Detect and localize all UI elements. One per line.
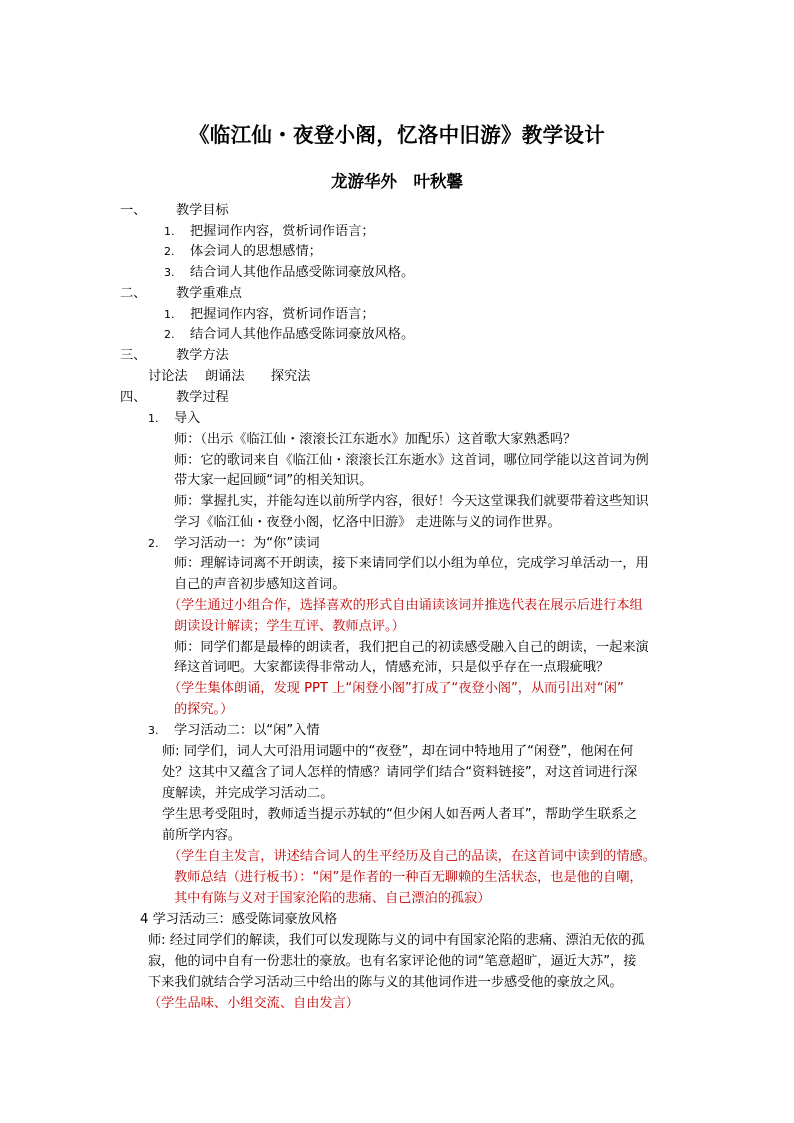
annotation-line: （学生通过小组合作，选择喜欢的形式自由诵读该词并推选代表在展示后进行本组 [168,598,643,613]
step-title: 导入 [174,411,201,426]
annotation-line: （学生品味、小组交流、自由发言） [148,996,359,1011]
annotation-line: （学生自主发言，讲述结合词人的生平经历及自己的品读，在这首词中读到的情感。 [168,849,656,864]
step-number: 2. [148,537,159,550]
paragraph-line: 寂，他的词中自有一份悲壮的豪放。也有名家评论他的词“笔意超旷，逼近大苏”，接 [148,954,637,969]
annotation-line: （学生集体朗诵，发现 PPT 上“闲登小阁”打成了“夜登小阁”，从而引出对“闲” [168,681,624,696]
list-item [164,242,322,262]
annotation-line: 教师总结（进行板书）：“闲”是作者的一种百无聊赖的生活状态，也是他的自嘲， [174,870,643,885]
step-number: 1. [148,412,159,425]
list-number: 3. [164,266,175,279]
section-number: 二、 [120,286,147,301]
paragraph-line: 师：它的歌词来自《临江仙・滚滚长江东逝水》这首词，哪位同学能以这首词为例 [174,453,649,468]
list-number: 2. [164,328,175,341]
list-item-text: 结合词人其他作品感受陈词豪放风格。 [190,327,415,342]
paragraph-line: 度解读，并完成学习活动二。 [162,786,334,801]
paragraph-line: 师: 经过同学们的解读，我们可以发现陈与义的词中有国家沦陷的悲痛、漂泊无依的孤 [148,933,645,948]
section-heading: 教学过程 [176,390,229,405]
step-heading: 4 学习活动三：感受陈词豪放风格 [140,912,338,927]
step-heading [148,721,320,741]
list-item [164,222,375,242]
list-item [164,263,414,283]
section-heading: 教学目标 [176,203,229,218]
section-heading: 教学方法 [176,348,229,363]
list-item-text: 把握词作内容，赏析词作语言； [190,307,375,322]
paragraph-line: 下来我们就结合学习活动三中给出的陈与义的其他词作进一步感受他的豪放之风。 [148,975,623,990]
paragraph-line: 师：理解诗词离不开朗读，接下来请同学们以小组为单位，完成学习单活动一，用 [174,556,649,571]
step-heading [148,409,200,429]
section-number: 三、 [120,348,147,363]
list-item-text: 把握词作内容，赏析词作语言； [190,224,375,239]
methods-line: 讨论法 朗诵法 探究法 [148,369,311,384]
section-number: 四、 [120,390,147,405]
list-number: 1. [164,308,175,321]
list-number: 2. [164,245,175,258]
section-heading: 教学重难点 [176,286,242,301]
paragraph-line: 前所学内容。 [162,828,242,843]
paragraph-line: 绎这首词吧。大家都读得非常动人，情感充沛，只是似乎存在一点瑕疵哦？ [174,660,610,675]
annotation-line: 的探究。） [174,702,234,717]
paragraph-line: 师：同学们都是最棒的朗读者，我们把自己的初读感受融入自己的朗读，一起来演 [174,640,649,655]
list-item-text: 体会词人的思想感情； [190,244,322,259]
step-heading [148,534,320,554]
step-title: 学习活动二：以“闲”入情 [174,723,320,738]
step-title: 学习活动一：为“你”读词 [174,536,320,551]
step-number: 3. [148,724,159,737]
paragraph-line: 师：掌握扎实，并能勾连以前所学内容，很好！今天这堂课我们就要带着这些知识 [174,494,649,509]
list-number: 1. [164,225,175,238]
annotation-line: 其中有陈与义对于国家沦陷的悲痛、自己漂泊的孤寂） [174,891,491,906]
section-number: 一、 [120,203,147,218]
list-item [164,305,375,325]
paragraph-line: 带大家一起回顾“词”的相关知识。 [174,473,373,488]
author-line: 龙游华外 叶秋馨 [331,172,463,191]
paragraph-line: 学习《临江仙・夜登小阁，忆洛中旧游》 走进陈与义的词作世界。 [174,515,561,530]
annotation-line: 朗读设计解读；学生互评、教师点评。） [174,619,405,634]
list-item-text: 结合词人其他作品感受陈词豪放风格。 [190,265,415,280]
page-title: 《临江仙・夜登小阁，忆洛中旧游》教学设计 [189,123,605,147]
paragraph-line: 师: 同学们，词人大可沿用词题中的“夜登”，却在词中特地用了“闲登”，他闲在何 [162,744,634,759]
paragraph-line: 学生思考受阻时，教师适当提示苏轼的“但少闲人如吾两人者耳”，帮助学生联系之 [162,807,638,822]
list-item [164,325,414,345]
paragraph-line: 师：（出示《临江仙・滚滚长江东逝水》加配乐）这首歌大家熟悉吗？ [174,432,577,447]
paragraph-line: 自己的声音初步感知这首词。 [174,577,346,592]
paragraph-line: 处？这其中又蕴含了词人怎样的情感？请同学们结合“资料链接”，对这首词进行深 [162,765,638,780]
